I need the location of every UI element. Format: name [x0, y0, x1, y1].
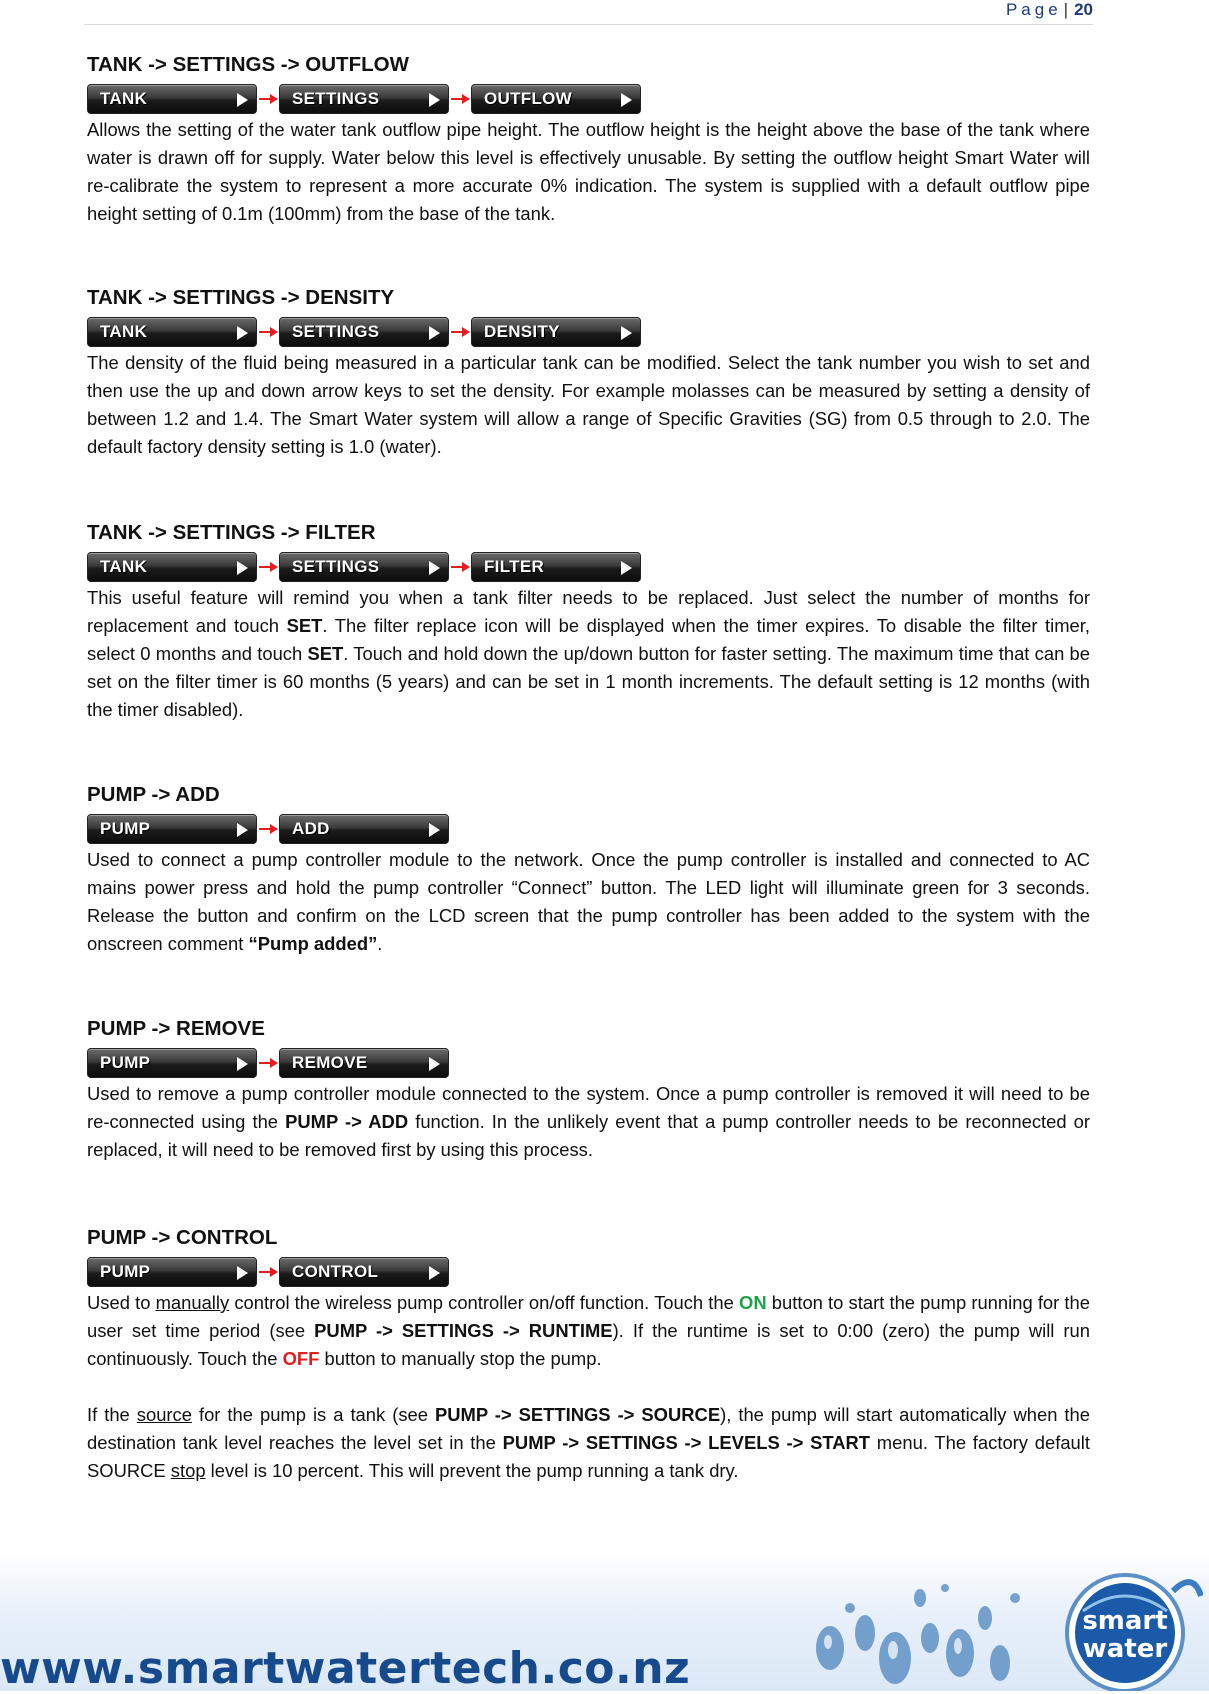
red-arrow-icon — [257, 325, 279, 339]
section-heading: PUMP -> CONTROL — [87, 1226, 278, 1249]
footer-banner — [0, 1553, 1209, 1694]
pump-menu-button[interactable]: PUMP — [87, 1257, 257, 1287]
red-arrow-icon — [257, 1265, 279, 1279]
outflow-menu-button[interactable]: OUTFLOW — [471, 84, 641, 114]
section-heading: PUMP -> REMOVE — [87, 1017, 265, 1040]
pump-menu-button[interactable]: PUMP — [87, 814, 257, 844]
section-heading: TANK -> SETTINGS -> FILTER — [87, 521, 376, 544]
page-word: Page — [1005, 0, 1062, 19]
menu-path — [87, 812, 1090, 846]
section-body: Used to connect a pump controller module to the network. Once the pump controller is installed and connected to AC mains power press and hold the pump controller “Connect” button. The LED light will illuminate green for 3 seconds. Release the button and confirm on the LCD screen that the pump controller has been added to the system with the onscreen comment “Pump added”. — [87, 849, 1090, 954]
tank-menu-button[interactable]: TANK — [87, 552, 257, 582]
red-arrow-icon — [257, 92, 279, 106]
play-arrow-icon — [429, 1266, 440, 1280]
set-keyword: SET — [307, 643, 344, 664]
section-pump-add — [87, 782, 1090, 958]
website-url: www.smartwatertech.co.nz — [0, 1643, 691, 1694]
tank-menu-button[interactable]: TANK — [87, 317, 257, 347]
section-heading: PUMP -> ADD — [87, 783, 220, 806]
play-arrow-icon — [429, 93, 440, 107]
menu-path — [87, 82, 1090, 116]
settings-menu-button[interactable]: SETTINGS — [279, 317, 449, 347]
menu-path — [87, 1046, 1090, 1080]
menu-path — [87, 315, 1090, 349]
red-arrow-icon — [257, 822, 279, 836]
section-heading: TANK -> SETTINGS -> DENSITY — [87, 286, 395, 309]
tank-menu-button[interactable]: TANK — [87, 84, 257, 114]
play-arrow-icon — [237, 1266, 248, 1280]
set-keyword: SET — [286, 615, 323, 636]
settings-menu-button[interactable]: SETTINGS — [279, 552, 449, 582]
pump-add-reference: PUMP -> ADD — [285, 1111, 409, 1132]
play-arrow-icon — [237, 93, 248, 107]
add-menu-button[interactable]: ADD — [279, 814, 449, 844]
svg-text:water: water — [1082, 1634, 1168, 1664]
play-arrow-icon — [429, 326, 440, 340]
page-separator: | — [1063, 0, 1069, 19]
remove-menu-button[interactable]: REMOVE — [279, 1048, 449, 1078]
svg-text:smart: smart — [1082, 1606, 1168, 1636]
play-arrow-icon — [429, 561, 440, 575]
off-keyword: OFF — [282, 1348, 320, 1369]
section-heading: TANK -> SETTINGS -> OUTFLOW — [87, 53, 409, 76]
pump-menu-button[interactable]: PUMP — [87, 1048, 257, 1078]
section-tank-settings-filter — [87, 520, 1090, 724]
play-arrow-icon — [621, 93, 632, 107]
page-number — [1006, 0, 1093, 20]
section-body-2: If the source for the pump is a tank (see PUMP -> SETTINGS -> SOURCE), the pump will start automatically when the destination tank level reaches the level set in the PUMP -> SETTINGS -> LEVELS -> START menu. The factory default SOURCE stop level is 10 percent. This will prevent the pump running a tank dry. — [87, 1404, 1090, 1481]
settings-menu-button[interactable]: SETTINGS — [279, 84, 449, 114]
levels-start-reference: PUMP -> SETTINGS -> LEVELS -> START — [502, 1432, 871, 1453]
on-keyword: ON — [739, 1292, 767, 1313]
control-menu-button[interactable]: CONTROL — [279, 1257, 449, 1287]
section-pump-control — [87, 1225, 1090, 1485]
red-arrow-icon — [257, 560, 279, 574]
play-arrow-icon — [237, 823, 248, 837]
play-arrow-icon — [429, 1057, 440, 1071]
section-body: The density of the fluid being measured in a particular tank can be modified. Select the tank number you wish to set and then use the up and down arrow keys to set the density. For example molasses can be measured by setting a density of between 1.2 and 1.4. The Smart Water system will allow a range of Specific Gravities (SG) from 0.5 through to 2.0. The default factory density setting is 1.0 (water). — [87, 352, 1090, 457]
menu-path — [87, 1255, 1090, 1289]
red-arrow-icon — [449, 325, 471, 339]
pump-added-message: “Pump added” — [248, 933, 378, 954]
section-pump-remove — [87, 1016, 1090, 1164]
menu-path — [87, 550, 1090, 584]
play-arrow-icon — [237, 1057, 248, 1071]
page-number-value: 20 — [1074, 0, 1093, 19]
water-splash-icon — [800, 1558, 1060, 1693]
section-body: Used to remove a pump controller module connected to the system. Once a pump controller is removed it will need to be re-connected using the PUMP -> ADD function. In the unlikely event that a pump controller needs to be reconnected or replaced, it will need to be removed first by using this process. — [87, 1083, 1091, 1160]
density-menu-button[interactable]: DENSITY — [471, 317, 641, 347]
source-reference: PUMP -> SETTINGS -> SOURCE — [434, 1404, 721, 1425]
section-body: Used to manually control the wireless pump controller on/off function. Touch the ON button to start the pump running for the user set time period (see PUMP -> SETTINGS -> RUNTIME). If the runtime is set to 0:00 (zero) the pump will run continuously. Touch the OFF button to manually stop the pump. — [87, 1292, 1091, 1369]
section-tank-settings-density — [87, 285, 1090, 461]
play-arrow-icon — [621, 326, 632, 340]
section-body: Allows the setting of the water tank outflow pipe height. The outflow height is the height above the base of the tank where water is drawn off for supply. Water below this level is effectively unusable. By setting the outflow height Smart Water will re-calibrate the system to represent a more accurate 0% indication. The system is supplied with a default outflow pipe height setting of 0.1m (100mm) from the base of the tank. — [87, 119, 1090, 224]
red-arrow-icon — [449, 560, 471, 574]
filter-menu-button[interactable]: FILTER — [471, 552, 641, 582]
smart-water-logo — [1053, 1561, 1203, 1691]
section-tank-settings-outflow — [87, 52, 1090, 228]
play-arrow-icon — [429, 823, 440, 837]
play-arrow-icon — [621, 561, 632, 575]
runtime-reference: PUMP -> SETTINGS -> RUNTIME — [314, 1320, 613, 1341]
play-arrow-icon — [237, 326, 248, 340]
red-arrow-icon — [449, 92, 471, 106]
play-arrow-icon — [237, 561, 248, 575]
page-header — [84, 0, 1093, 25]
section-body: This useful feature will remind you when a tank filter needs to be replaced. Just select the number of months for replacement and touch SET. The filter replace icon will be displayed when the timer expires. To disable the filter timer, select 0 months and touch SET. Touch and hold down the up/down button for faster setting. The maximum time that can be set on the filter timer is 60 months (5 years) and can be set in 1 month increments. The default setting is 12 months (with the timer disabled). — [87, 587, 1090, 720]
red-arrow-icon — [257, 1056, 279, 1070]
